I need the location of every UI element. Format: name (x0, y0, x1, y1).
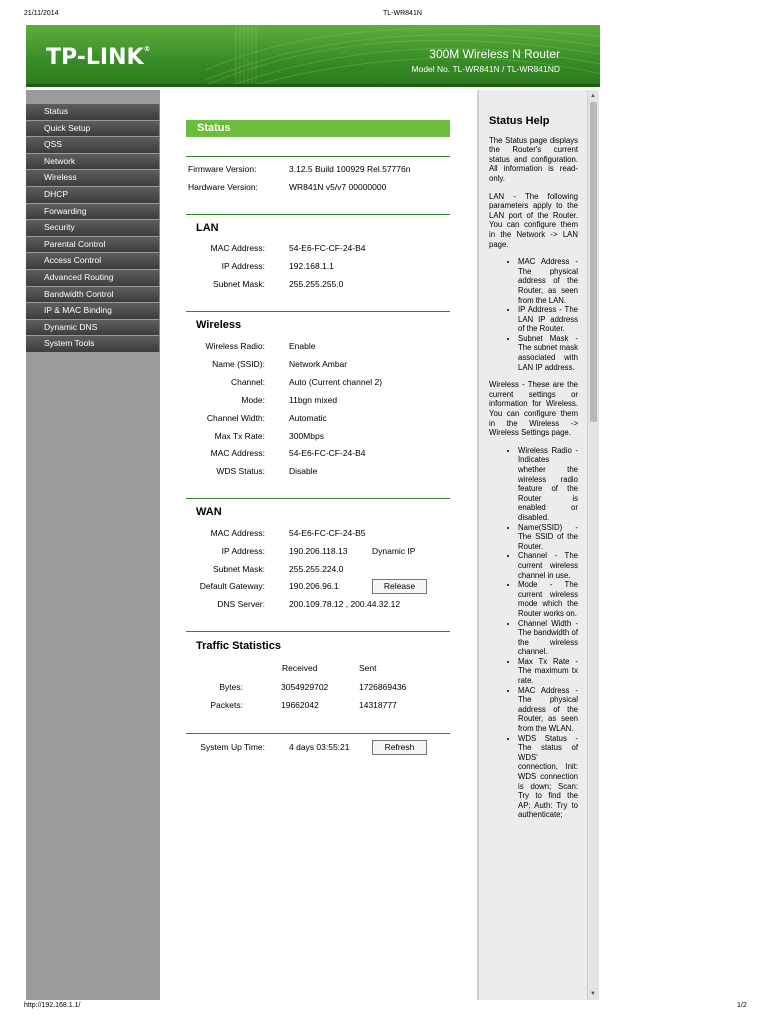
gateway-value: 190.206.96.1 (289, 581, 339, 591)
wan-mac-label: MAC Address: (210, 528, 265, 538)
wireless-radio-value: Enable (289, 341, 316, 351)
sidebar-item-ip-mac-binding[interactable]: IP & MAC Binding (26, 303, 160, 319)
packets-label: Packets: (210, 700, 243, 710)
section-divider (186, 311, 450, 312)
max-tx-rate-value: 300Mbps (289, 431, 324, 441)
help-title: Status Help (489, 115, 550, 127)
channel-value: Auto (Current channel 2) (289, 377, 383, 387)
sidebar-item-access-control[interactable]: Access Control (26, 253, 160, 269)
sidebar-item-dynamic-dns[interactable]: Dynamic DNS (26, 320, 160, 336)
sidebar-item-parental-control[interactable]: Parental Control (26, 237, 160, 253)
sidebar-item-dhcp[interactable]: DHCP (26, 187, 160, 203)
sidebar-item-security[interactable]: Security (26, 220, 160, 236)
ssid-label: Name (SSID): (212, 359, 265, 369)
print-title: TL-WR841N (383, 10, 422, 17)
channel-label: Channel: (230, 377, 265, 387)
help-lan-list (489, 257, 578, 372)
hardware-label: Hardware Version: (188, 182, 258, 192)
help-list-item: • MAC Address - The physical address of the Router, as seen from the WLAN. (518, 686, 578, 734)
packets-received: 19662042 (281, 700, 319, 710)
sidebar-item-forwarding[interactable]: Forwarding (26, 204, 160, 220)
wireless-radio-label: Wireless Radio: (205, 341, 265, 351)
model-number: Model No. TL-WR841N / TL-WR841ND (411, 64, 560, 74)
help-lan-intro: LAN - The following parameters apply to the LAN port of the Router. You can configure them in the Network -> LAN page. (489, 191, 578, 249)
section-divider (186, 631, 450, 632)
sidebar-item-advanced-routing[interactable]: Advanced Routing (26, 270, 160, 286)
traffic-title: Traffic Statistics (196, 640, 281, 652)
dns-value: 200.109.78.12 , 200.44.32.12 (289, 599, 401, 609)
help-list-item: • Name(SSID) - The SSID of the Router. (518, 523, 578, 552)
wan-ip-label: IP Address: (221, 546, 265, 556)
sidebar-menu (26, 90, 160, 1000)
lan-ip-label: IP Address: (221, 261, 265, 271)
bytes-label: Bytes: (219, 682, 243, 692)
help-panel (477, 90, 599, 1000)
section-divider (186, 214, 450, 215)
wan-mac-value: 54-E6-FC-CF-24-B5 (289, 528, 366, 538)
help-list-item: • IP Address - The LAN IP address of the Router. (518, 305, 578, 334)
firmware-value: 3.12.5 Build 100929 Rel.57776n (289, 164, 411, 174)
print-page-number: 1/2 (737, 1002, 747, 1009)
print-footer (0, 1002, 768, 1014)
sidebar-item-qss[interactable]: QSS (26, 137, 160, 153)
section-divider (186, 156, 450, 157)
lan-ip-value: 192.168.1.1 (289, 261, 334, 271)
section-divider (186, 733, 450, 734)
mode-value: 11bgn mixed (289, 395, 338, 405)
wds-status-value: Disable (289, 466, 318, 476)
tp-link-logo: TP-LINK® (46, 45, 151, 70)
status-panel (162, 90, 475, 1000)
scroll-thumb[interactable] (590, 102, 597, 422)
wan-mask-value: 255.255.224.0 (289, 564, 344, 574)
lan-mask-label: Subnet Mask: (213, 279, 265, 289)
help-list-item: • Max Tx Rate - The maximum tx rate. (518, 657, 578, 686)
sidebar-item-system-tools[interactable]: System Tools (26, 336, 160, 352)
help-wireless-intro: Wireless - These are the current settings or information for Wireless. You can configure them in the Wireless -> Wireless Settings page. (489, 380, 578, 438)
ssid-value: Network Ambar (289, 359, 348, 369)
sidebar-item-network[interactable]: Network (26, 154, 160, 170)
help-list-item: • Wireless Radio - Indicates whether the wireless radio feature of the Router is enabled or disabled. (518, 446, 578, 523)
help-wireless-list (489, 446, 578, 820)
print-date: 21/11/2014 (24, 10, 59, 17)
help-content (489, 117, 578, 828)
dns-label: DNS Server: (217, 599, 265, 609)
lan-mac-value: 54-E6-FC-CF-24-B4 (289, 243, 366, 253)
help-list-item: • Subnet Mask - The subnet mask associated with LAN IP address. (518, 334, 578, 372)
received-header: Received (282, 663, 318, 673)
channel-width-value: Automatic (289, 413, 327, 423)
max-tx-rate-label: Max Tx Rate: (214, 431, 265, 441)
channel-width-label: Channel Width: (206, 413, 265, 423)
lan-mac-label: MAC Address: (210, 243, 265, 253)
sidebar-item-bandwidth-control[interactable]: Bandwidth Control (26, 287, 160, 303)
firmware-label: Firmware Version: (188, 164, 257, 174)
wan-ip-type: Dynamic IP (372, 546, 416, 556)
refresh-button[interactable]: Refresh (372, 740, 427, 755)
help-list-item: • WDS Status - The status of WDS' connection, Init: WDS connection is down; Scan: Try to find the AP; Auth: Try to authenticate; (518, 734, 578, 820)
wan-mask-label: Subnet Mask: (213, 564, 265, 574)
sent-header: Sent (359, 663, 377, 673)
mode-label: Mode: (241, 395, 265, 405)
uptime-label: System Up Time: (200, 742, 265, 752)
help-scrollbar[interactable] (587, 90, 599, 1000)
hardware-value: WR841N v5/v7 00000000 (289, 182, 387, 192)
lan-title: LAN (196, 222, 219, 234)
scroll-down-arrow-icon[interactable]: ▼ (590, 991, 596, 997)
sidebar-item-status[interactable]: Status (26, 104, 160, 120)
wan-ip-value: 190.206.118.13 (289, 546, 348, 556)
packets-sent: 14318777 (359, 700, 397, 710)
product-name: 300M Wireless N Router (429, 47, 560, 61)
scroll-up-arrow-icon[interactable]: ▲ (590, 93, 596, 99)
wan-title: WAN (196, 506, 222, 518)
section-divider (186, 498, 450, 499)
bytes-sent: 1726869436 (359, 682, 407, 692)
bytes-received: 3054929702 (281, 682, 329, 692)
wireless-title: Wireless (196, 319, 242, 331)
help-intro: The Status page displays the Router's current status and configuration. All information is read-only. (489, 135, 578, 183)
wireless-mac-label: MAC Address: (210, 448, 265, 458)
gateway-label: Default Gateway: (199, 581, 265, 591)
wireless-mac-value: 54-E6-FC-CF-24-B4 (289, 448, 366, 458)
print-url: http://192.168.1.1/ (24, 1002, 81, 1009)
wds-status-label: WDS Status: (216, 466, 265, 476)
uptime-value: 4 days 03:55:21 (289, 742, 350, 752)
header-banner (26, 25, 600, 87)
status-heading: Status (186, 120, 450, 137)
sidebar-item-quick-setup[interactable]: Quick Setup (26, 121, 160, 137)
lan-mask-value: 255.255.255.0 (289, 279, 344, 289)
help-list-item: • Channel - The current wireless channel in use. (518, 551, 578, 580)
print-header (0, 10, 768, 22)
sidebar-item-wireless[interactable]: Wireless (26, 170, 160, 186)
help-list-item: • Mode - The current wireless mode which the Router works on. (518, 580, 578, 618)
help-list-item: • MAC Address - The physical address of the Router, as seen from the LAN. (518, 257, 578, 305)
release-button[interactable]: Release (372, 579, 427, 594)
help-list-item: • Channel Width - The bandwidth of the wireless channel. (518, 619, 578, 657)
